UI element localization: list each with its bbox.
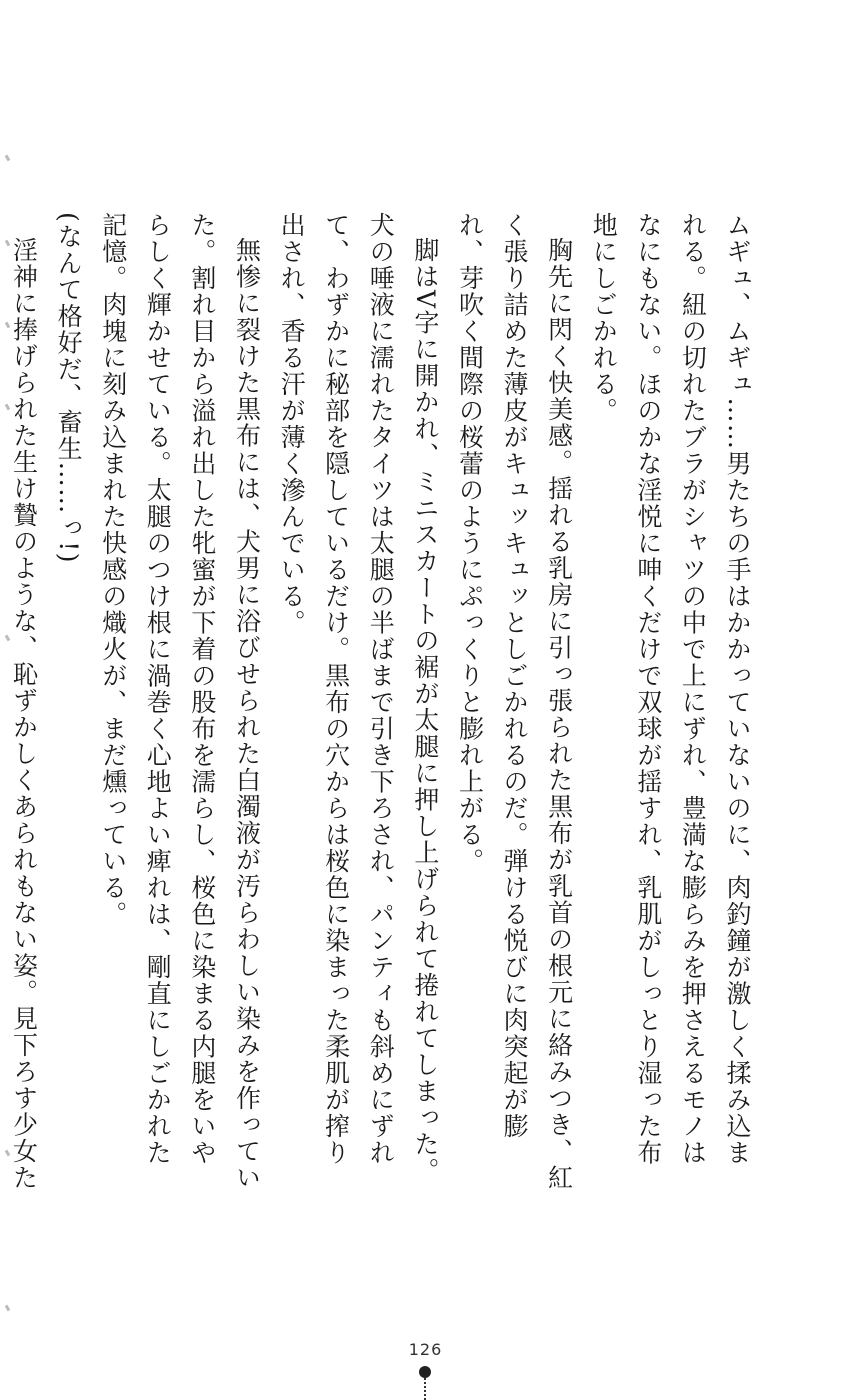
paragraph: (なんて格好だ、畜生……っ!) <box>54 212 84 565</box>
paragraph: 淫神に捧げられた生け贄のような、恥ずかしくあられもない姿。見下ろす少女た <box>9 237 39 1191</box>
paragraph: 無惨に裂けた黒布には、犬男に浴びせられた白濁液が汚らわしい染みを作っていた。割れ目から溢れ出した牝蜜が下着の股布を濡らし、桜色に染まる内腿をいやらしく輝かせている。太腿のつけ根に渦巻く心地よい痺れは、剛直にしごかれた記憶。肉塊に刻み込まれた快感の熾火が、まだ燻っている。 <box>98 212 262 1191</box>
paragraph: 胸先に閃く快美感。揺れる乳房に引っ張られた黒布が乳首の根元に絡みつき、紅く張り詰めた薄皮がキュッキュッとしごかれるのだ。弾ける悦びに肉突起が膨れ、芽吹く間際の桜蕾のようにぷっくりと膨れ上がる。 <box>455 212 574 1191</box>
body-text <box>9 212 759 1192</box>
page-marker-line <box>424 1378 426 1400</box>
margin-mark <box>5 155 11 162</box>
paragraph: ムギュ、ムギュ……男たちの手はかかっていないのに、肉釣鐘が激しく揉み込まれる。紐の切れたブラがシャツの中で上にずれ、豊満な膨らみを押さえるモノはなにもない。ほのかな淫悦に呻くだけで双球が揺すれ、乳肌がしっとり湿った布地にしごかれる。 <box>589 212 752 1166</box>
paragraph: 脚はV字に開かれ、ミニスカートの裾が太腿に押し上げられて捲れてしまった。犬の唾液に濡れたタイツは太腿の半ばまで引き下ろされ、パンティも斜めにずれて、わずかに秘部を隠しているだけ。黒布の穴からは桜色に染まった柔肌が搾り出され、香る汗が薄く滲んでいる。 <box>277 212 440 1185</box>
page-marker-dot-icon <box>419 1366 431 1378</box>
margin-mark <box>5 1305 11 1312</box>
page-number: 126 <box>408 1340 443 1359</box>
